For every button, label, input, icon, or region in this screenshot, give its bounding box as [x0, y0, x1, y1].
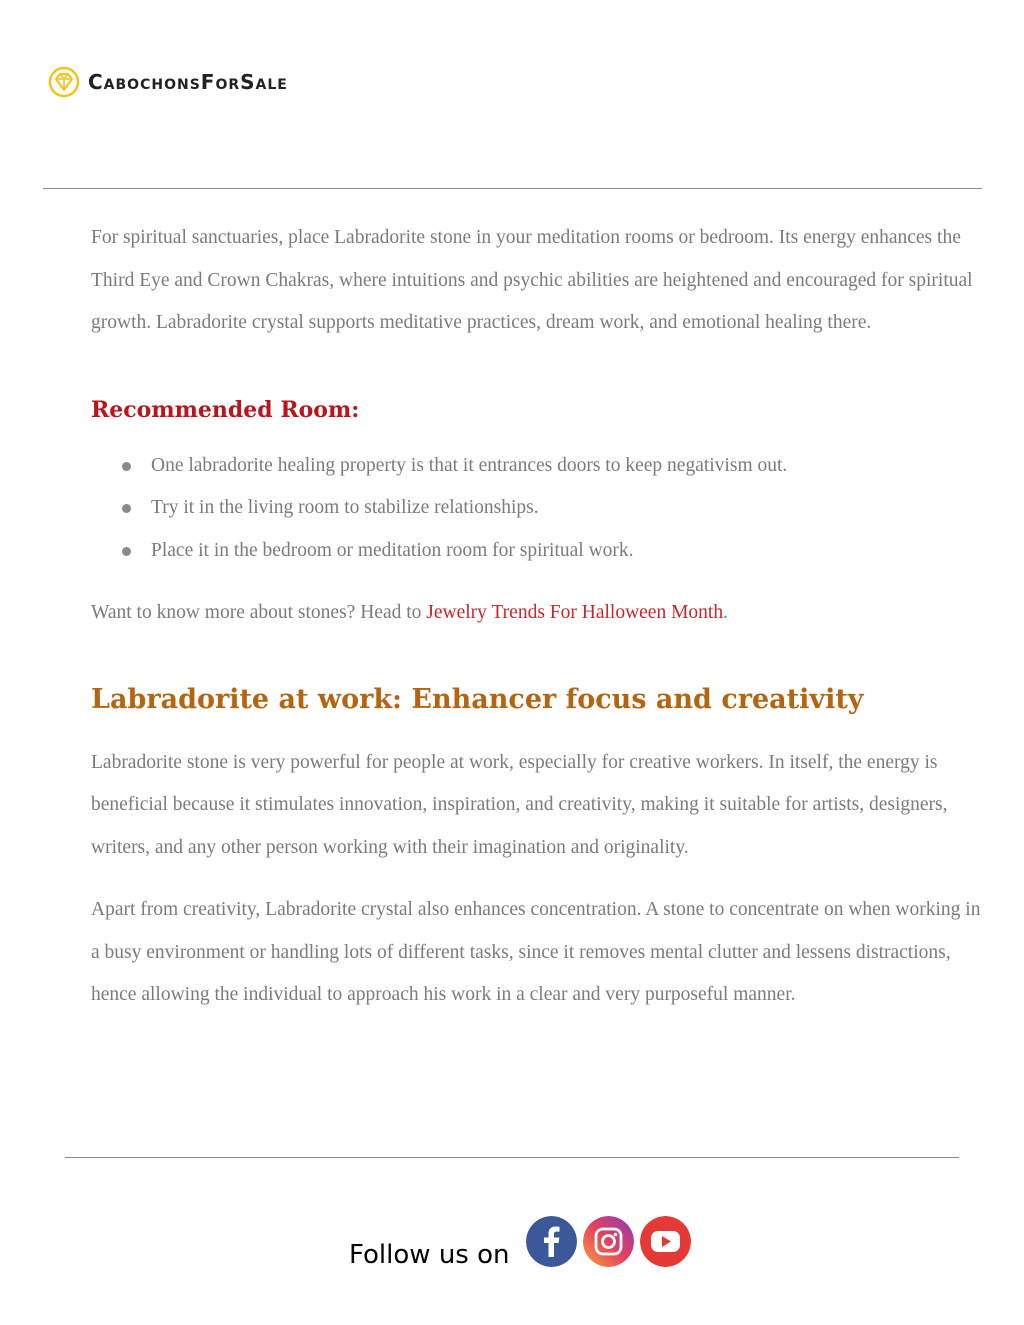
brand-name: CabochonsForSale [88, 70, 288, 94]
work-paragraph: Apart from creativity, Labradorite crystal also enhances concentration. A stone to concentrate on when working in a busy environment or handling lots of different tasks, since it removes mental clutter and lessens distractions, hence allowing the individual to approach his work in a clear and very purposeful manner. [91, 899, 981, 1005]
work-paragraph: Labradorite stone is very powerful for people at work, especially for creative workers. In itself, the energy is beneficial because it stimulates innovation, inspiration, and creativity, making it suitable for artists, designers, writers, and any other person working with their imagination and originality. [91, 751, 948, 858]
social-follow [349, 1216, 697, 1270]
bullet-icon [122, 504, 131, 513]
article-content [91, 217, 991, 1017]
list-item [91, 445, 991, 488]
list-item-text: One labradorite healing property is that it entrances doors to keep negativism out. [151, 454, 788, 476]
more-prefix: Want to know more about stones? Head to [91, 602, 427, 623]
list-item [91, 487, 991, 530]
list-item [91, 530, 991, 573]
more-stones-line [91, 592, 991, 635]
recommended-list [91, 445, 991, 573]
list-item-text: Try it in the living room to stabilize relationships. [151, 497, 539, 518]
instagram-icon[interactable] [583, 1216, 634, 1267]
halloween-jewelry-link[interactable]: Jewelry Trends For Halloween Month [426, 602, 724, 623]
brand-logo[interactable] [48, 66, 288, 98]
intro-paragraph: For spiritual sanctuaries, place Labradorite stone in your meditation rooms or bedroom. Its energy enhances the Third Eye and Crown Chakras, where intuitions and psychic abilities are heightened and encouraged for spiritual growth. Labradorite crystal supports meditative practices, dream work, and emotional healing there. [91, 227, 973, 333]
follow-text: Follow us on [349, 1240, 510, 1270]
youtube-icon[interactable] [640, 1216, 691, 1267]
work-heading: Labradorite at work: Enhancer focus and creativity [91, 683, 864, 715]
bullet-icon [122, 462, 131, 471]
more-suffix: . [723, 602, 728, 623]
bullet-icon [122, 547, 131, 556]
facebook-icon[interactable] [526, 1216, 577, 1267]
top-divider [43, 188, 982, 189]
list-item-text: Place it in the bedroom or meditation room for spiritual work. [151, 539, 634, 561]
gem-icon [48, 66, 80, 98]
bottom-divider [65, 1157, 959, 1158]
recommended-heading: Recommended Room: [91, 396, 360, 423]
